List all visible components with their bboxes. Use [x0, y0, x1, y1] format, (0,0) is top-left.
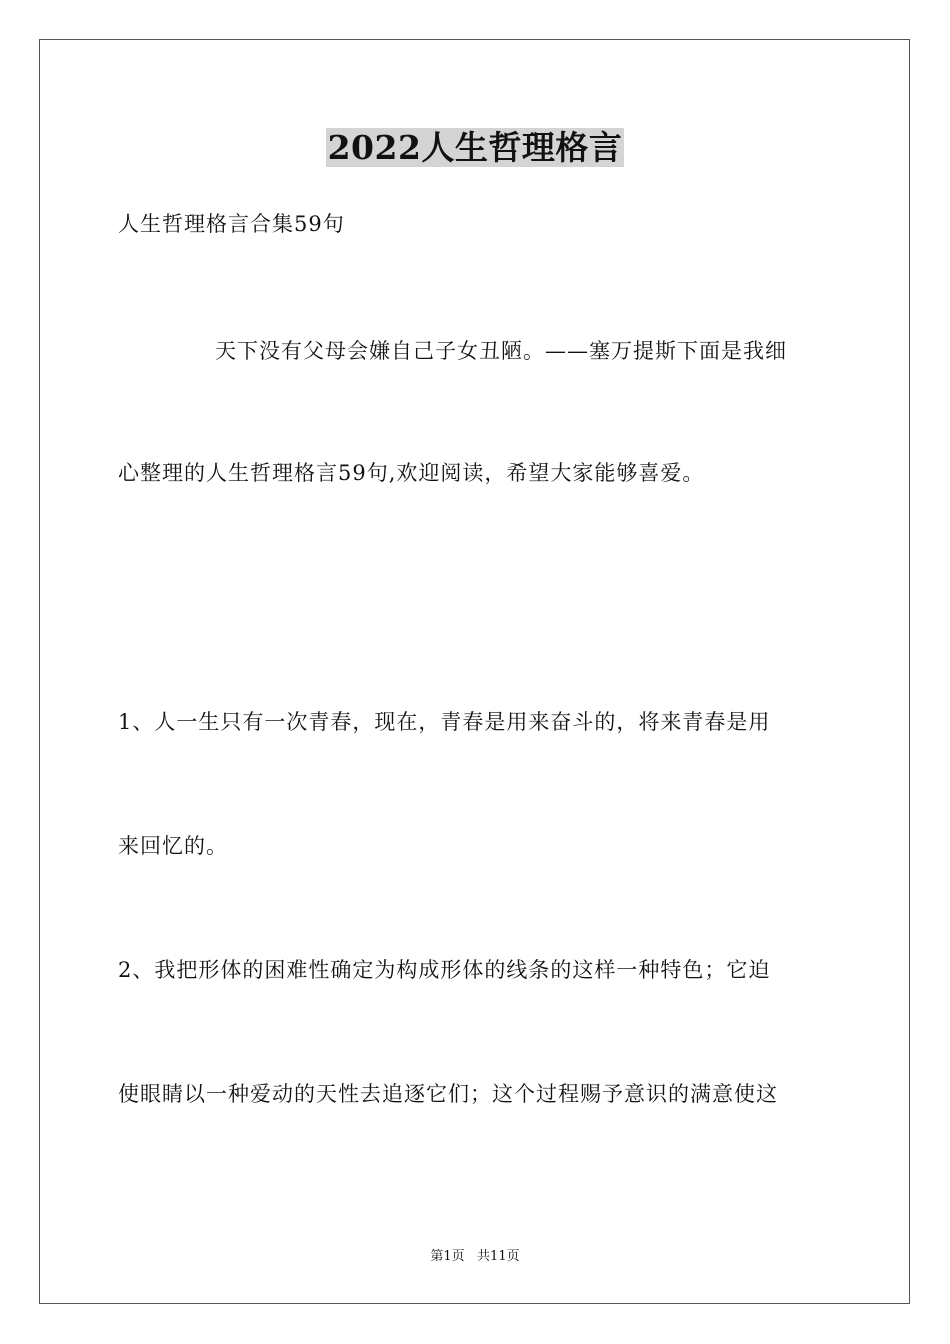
document-subtitle: 人生哲理格言合集59句	[118, 212, 345, 236]
paragraph-line-1: 天下没有父母会嫌自己子女丑陋。——塞万提斯下面是我细	[215, 339, 787, 363]
paragraph-line-6: 使眼睛以一种爱动的天性去追逐它们；这个过程赐予意识的满意使这	[118, 1082, 778, 1106]
paragraph-line-2: 心整理的人生哲理格言59句,欢迎阅读，希望大家能够喜爱。	[118, 461, 705, 485]
paragraph-line-5: 2、我把形体的困难性确定为构成形体的线条的这样一种特色；它迫	[118, 958, 771, 982]
document-title-text: 2022人生哲理格言	[327, 128, 623, 167]
page-number-footer: 第1页 共11页	[430, 1249, 520, 1264]
document-title	[0, 126, 950, 170]
paragraph-line-4: 来回忆的。	[118, 834, 228, 858]
paragraph-line-3: 1、人一生只有一次青春，现在，青春是用来奋斗的，将来青春是用	[118, 710, 771, 734]
